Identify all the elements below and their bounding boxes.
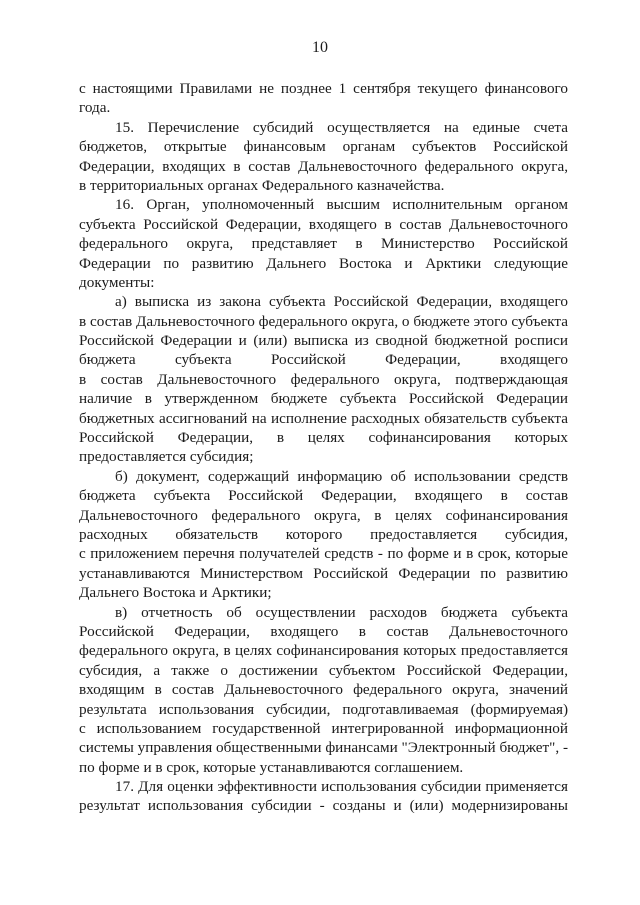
text-line: субъекта Российской Федерации, входящего в состав Дальневосточного [79, 215, 568, 233]
page-number: 10 [312, 39, 328, 56]
text-line: Федерации, входящих в состав Дальневосточного федерального округа, [79, 157, 568, 175]
text-line: Российской Федерации, входящего в состав Дальневосточного [79, 622, 568, 640]
text-line: бюджетов, открытые финансовым органам субъектов Российской [79, 138, 568, 156]
text-line: наличие в утвержденном бюджете субъекта Российской Федерации [79, 390, 568, 408]
text-line: бюджета субъекта Российской Федерации, входящего [79, 351, 568, 369]
text-line: системы управления общественными финансами "Электронный бюджет", - [79, 739, 568, 757]
text-line: федерального округа, представляет в Министерство Российской [79, 235, 568, 253]
text-line: в состав Дальневосточного федерального округа, подтверждающая [79, 370, 568, 388]
text-line: 17. Для оценки эффективности использования субсидии применяется [115, 778, 568, 796]
text-line: с использованием государственной интегрированной информационной [79, 719, 568, 737]
text-line: в состав Дальневосточного федерального округа, о бюджете этого субъекта [79, 312, 568, 330]
text-line: в территориальных органах Федерального казначейства. [79, 176, 445, 194]
text-line: года. [79, 99, 111, 117]
text-line: расходных обязательств которого предоставляется субсидия, [79, 525, 568, 543]
text-line: федерального округа, в целях софинансирования которых предоставляется [79, 642, 568, 660]
text-line: документы: [79, 273, 155, 291]
text-line: субсидия, а также о достижении субъектом Российской Федерации, [79, 661, 568, 679]
text-line: результат использования субсидии - созданы и (или) модернизированы [79, 797, 568, 815]
text-line: в) отчетность об осуществлении расходов бюджета субъекта [115, 603, 568, 621]
text-line: Дальнего Востока и Арктики; [79, 584, 272, 602]
text-line: с настоящими Правилами не позднее 1 сентября текущего финансового [79, 80, 568, 97]
text-line: входящим в состав Дальневосточного федерального округа, значений [79, 681, 568, 699]
text-line: Федерации по развитию Дальнего Востока и Арктики следующие [79, 254, 568, 272]
text-line: по форме и в срок, которые устанавливаются соглашением. [79, 758, 464, 776]
document-body [79, 79, 568, 816]
text-line: бюджетных ассигнований на исполнение расходных обязательств субъекта [79, 409, 568, 427]
text-line: 16. Орган, уполномоченный высшим исполнительным органом [115, 196, 568, 214]
text-line: б) документ, содержащий информацию об использовании средств [115, 467, 568, 485]
text-line: предоставляется субсидия; [79, 448, 254, 466]
text-line: а) выписка из закона субъекта Российской Федерации, входящего [115, 293, 568, 311]
text-line: с приложением перечня получателей средств - по форме и в срок, которые [79, 545, 568, 563]
text-line: Российской Федерации, в целях софинансирования которых [79, 429, 568, 447]
text-line: 15. Перечисление субсидий осуществляется на единые счета [115, 118, 568, 136]
text-line: бюджета субъекта Российской Федерации, входящего в состав [79, 487, 568, 505]
text-line: устанавливаются Министерством Российской Федерации по развитию [79, 564, 568, 582]
text-line: Дальневосточного федерального округа, в целях софинансирования [79, 506, 568, 524]
text-line: Российской Федерации и (или) выписка из сводной бюджетной росписи [79, 332, 568, 350]
text-line: результата использования субсидии, подготавливаемая (формируемая) [79, 700, 568, 718]
